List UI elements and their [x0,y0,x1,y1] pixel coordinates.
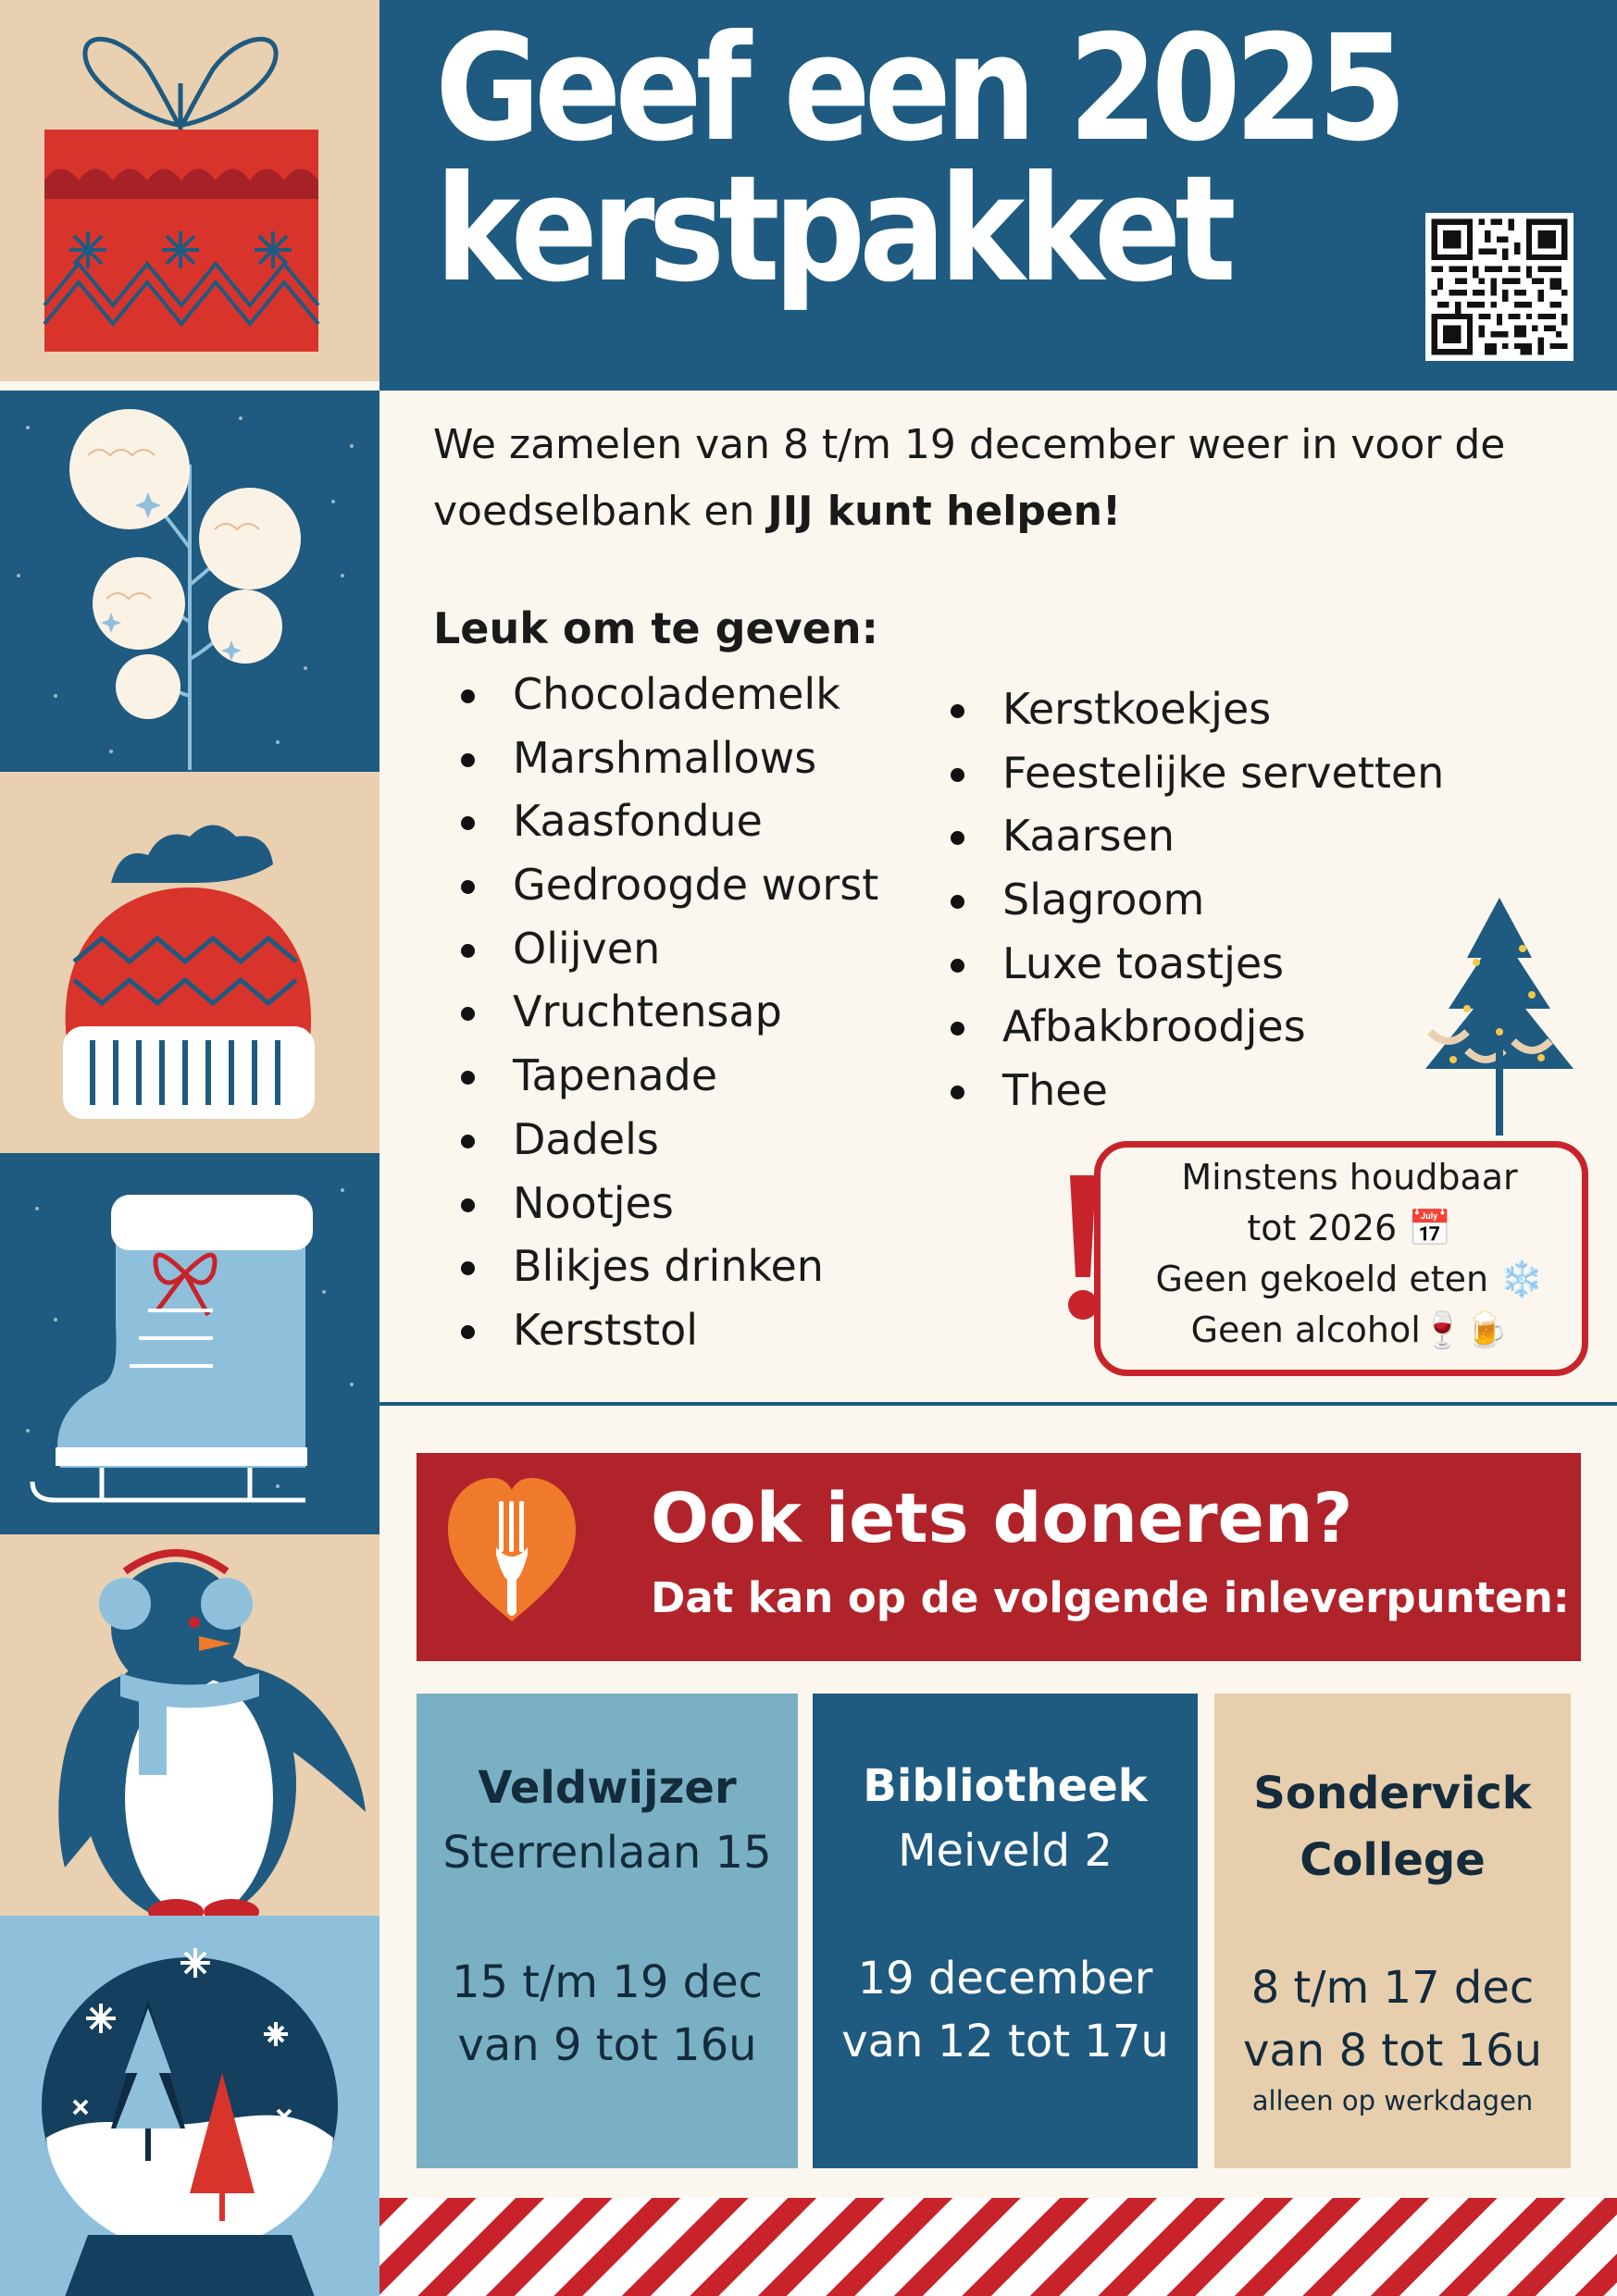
location-card-veldwijzer [417,1694,798,2168]
location-card-sondervick [1214,1694,1571,2168]
gift-tile [0,0,379,381]
gift-list-right [923,677,1444,1123]
location-dates: 8 t/m 17 dec [1250,1962,1535,2014]
qr-code-icon[interactable] [1425,213,1573,361]
illustration-column [0,0,379,2296]
penguin-icon [0,1534,379,1916]
list-item: Kerststol [433,1298,878,1362]
location-address: Meiveld 2 [898,1825,1113,1877]
location-hours: van 8 tot 16u [1242,2025,1543,2077]
location-hours: van 12 tot 17u [841,2016,1169,2067]
location-hours: van 9 tot 16u [457,2019,757,2071]
exclamation-icon [1064,1175,1101,1323]
location-note: alleen op werkdagen [1251,2085,1534,2116]
list-item: Nootjes [433,1172,878,1235]
title-line-1: Geef een 2025 [435,4,1401,174]
gift-icon [0,0,379,381]
ice-skate-icon [0,1153,379,1534]
location-card-bibliotheek [813,1694,1198,2168]
donate-title: Ook iets doneren? [651,1479,1353,1558]
gift-list-left [433,663,878,1362]
heart-fork-icon [448,1473,576,1631]
warning-line: tot 2026 📅 [1247,1208,1452,1248]
list-item: Gedroogde worst [433,853,878,917]
list-item: Slagroom [923,868,1444,932]
list-item: Tapenade [433,1044,878,1108]
list-item: Kaasfondue [433,789,878,853]
location-dates: 19 december [857,1953,1153,2004]
list-heading: Leuk om te geven: [433,603,879,653]
christmas-tree-icon [1412,893,1587,1138]
list-item: Kerstkoekjes [923,677,1444,741]
list-item: Thee [923,1059,1444,1123]
location-address: Sterrenlaan 15 [442,1827,772,1879]
snow-globe-tile [0,1916,379,2296]
location-name-line-1: Sondervick [1253,1768,1532,1819]
list-item: Afbakbroodjes [923,995,1444,1059]
winter-hat-icon [0,772,379,1153]
snow-tree-tile [0,391,379,772]
candy-stripe-footer [379,2198,1617,2296]
winter-hat-tile [0,772,379,1153]
location-dates: 15 t/m 19 dec [451,1956,764,2008]
title-line-2: kerstpakket [435,144,1230,315]
location-name: Bibliotheek [863,1760,1148,1812]
ice-skate-tile [0,1153,379,1534]
divider [379,1402,1617,1406]
intro-text [433,412,1581,545]
list-item: Vruchtensap [433,980,878,1044]
poster-title [435,4,1401,315]
location-name: Veldwijzer [478,1762,737,1814]
warning-text [1118,1152,1581,1356]
list-item: Blikjes drinken [433,1235,878,1298]
intro-text-main: We zamelen van 8 t/m 19 december weer in voor de voedselbank en [433,421,1506,535]
intro-text-bold: JIJ kunt helpen! [767,488,1122,535]
list-item: Luxe toastjes [923,932,1444,996]
warning-line: Geen alcohol🍷🍺 [1190,1309,1509,1350]
penguin-tile [0,1534,379,1916]
list-item: Chocolademelk [433,663,878,726]
list-item: Olijven [433,917,878,981]
list-item: Dadels [433,1108,878,1172]
location-name-line-2: College [1300,1834,1486,1886]
warning-line: Minstens houdbaar [1181,1157,1518,1198]
list-item: Feestelijke servetten [923,741,1444,805]
warning-line: Geen gekoeld eten ❄️ [1155,1259,1544,1299]
snow-globe-icon [0,1916,379,2296]
list-item: Kaarsen [923,804,1444,868]
snow-tree-icon [0,391,379,772]
donate-subtitle: Dat kan op de volgende inleverpunten: [651,1573,1570,1622]
list-item: Marshmallows [433,726,878,790]
